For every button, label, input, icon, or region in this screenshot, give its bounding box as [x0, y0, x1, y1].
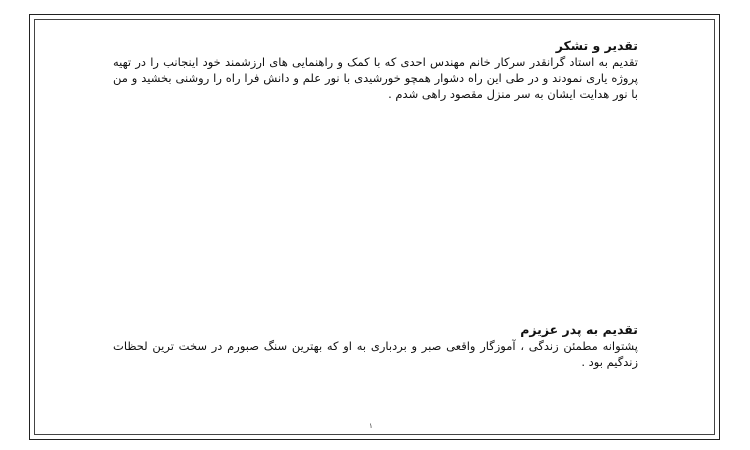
- acknowledgement-paragraph: تقدیم به استاد گرانقدر سرکار خانم مهندس احدی که با کمک و راهنمایی های ارزشمند خود اینجانب را در تهیه پروژه یاری نمودند و در طی این راه دشوار همچو خورشیدی با نور علم و دانش فرا راه را روشنی بخشید و من با نور هدایت ایشان به سر منزل مقصود راهی شدم .: [113, 55, 638, 101]
- page-number: ۱: [369, 422, 373, 430]
- dedication-paragraph: پشتوانه مطمئن زندگی ، آموزگار واقعی صبر و بردباری به او که بهترین سنگ صبورم در سخت ترین لحظات زندگیم بود .: [113, 339, 638, 369]
- dedication-heading: تقدیم به پدر عزیزم: [520, 322, 638, 337]
- acknowledgement-section: [113, 37, 638, 102]
- acknowledgement-heading: تقدیر و تشکر: [555, 38, 638, 53]
- dedication-section: [113, 321, 638, 371]
